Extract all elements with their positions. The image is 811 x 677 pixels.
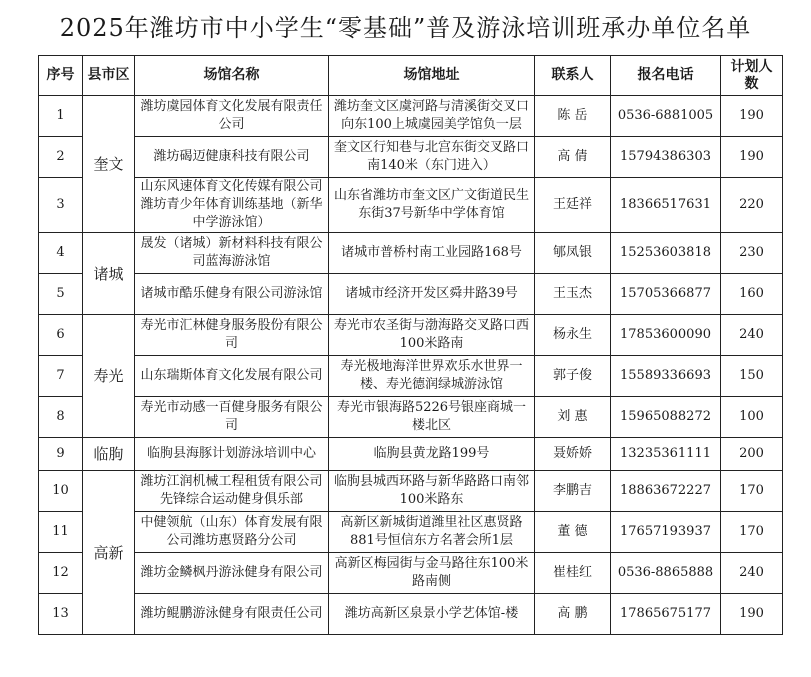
venue-address: 寿光市农圣街与渤海路交叉路口西100米路南 [329, 315, 535, 356]
district-cell: 临朐 [83, 438, 135, 471]
header-phone: 报名电话 [611, 56, 721, 96]
venue-name: 潍坊江润机械工程租赁有限公司先锋综合运动健身俱乐部 [135, 471, 329, 512]
row-index: 3 [39, 178, 83, 233]
venue-address: 临朐县黄龙路199号 [329, 438, 535, 471]
row-index: 11 [39, 512, 83, 553]
venue-address: 临朐县城西环路与新华路路口南邻100米路东 [329, 471, 535, 512]
header-district: 县市区 [83, 56, 135, 96]
plan-count: 160 [721, 274, 783, 315]
row-index: 6 [39, 315, 83, 356]
district-cell: 诸城 [83, 233, 135, 315]
contact-person: 王玉杰 [535, 274, 611, 315]
plan-count: 190 [721, 96, 783, 137]
table-row [39, 471, 783, 512]
contact-person: 李鹏吉 [535, 471, 611, 512]
phone-number: 15589336693 [611, 356, 721, 397]
contact-person: 郭子俊 [535, 356, 611, 397]
venue-table [38, 55, 783, 635]
venue-name: 寿光市汇林健身服务股份有限公司 [135, 315, 329, 356]
table-row [39, 356, 783, 397]
table-row [39, 594, 783, 635]
contact-person: 崔桂红 [535, 553, 611, 594]
row-index: 10 [39, 471, 83, 512]
row-index: 8 [39, 397, 83, 438]
venue-address: 诸城市经济开发区舜井路39号 [329, 274, 535, 315]
table-row [39, 137, 783, 178]
venue-address: 高新区新城街道潍里社区惠贤路881号恒信东方名著会所1层 [329, 512, 535, 553]
phone-number: 17657193937 [611, 512, 721, 553]
table-row [39, 438, 783, 471]
venue-address: 奎文区行知巷与北宫东街交叉路口南140米（东门进入） [329, 137, 535, 178]
row-index: 1 [39, 96, 83, 137]
venue-name: 中健领航（山东）体育发展有限公司潍坊惠贤路分公司 [135, 512, 329, 553]
table-row [39, 233, 783, 274]
venue-name: 诸城市酷乐健身有限公司游泳馆 [135, 274, 329, 315]
phone-number: 17853600090 [611, 315, 721, 356]
venue-address: 潍坊高新区泉景小学艺体馆-楼 [329, 594, 535, 635]
venue-name: 山东风速体育文化传媒有限公司潍坊青少年体育训练基地（新华中学游泳馆） [135, 178, 329, 233]
header-index: 序号 [39, 56, 83, 96]
row-index: 2 [39, 137, 83, 178]
header-venue-name: 场馆名称 [135, 56, 329, 96]
contact-person: 杨永生 [535, 315, 611, 356]
table-row [39, 96, 783, 137]
plan-count: 170 [721, 512, 783, 553]
row-index: 7 [39, 356, 83, 397]
table-row [39, 512, 783, 553]
venue-name: 潍坊金鳞枫丹游泳健身有限公司 [135, 553, 329, 594]
phone-number: 0536-6881005 [611, 96, 721, 137]
contact-person: 陈 岳 [535, 96, 611, 137]
venue-name: 潍坊碣迈健康科技有限公司 [135, 137, 329, 178]
phone-number: 17865675177 [611, 594, 721, 635]
header-contact: 联系人 [535, 56, 611, 96]
contact-person: 董 德 [535, 512, 611, 553]
venue-name: 寿光市动感一百健身服务有限公司 [135, 397, 329, 438]
venue-address: 寿光市银海路5226号银座商城一楼北区 [329, 397, 535, 438]
row-index: 4 [39, 233, 83, 274]
contact-person: 刘 惠 [535, 397, 611, 438]
phone-number: 0536-8865888 [611, 553, 721, 594]
row-index: 12 [39, 553, 83, 594]
plan-count: 200 [721, 438, 783, 471]
phone-number: 15965088272 [611, 397, 721, 438]
header-venue-address: 场馆地址 [329, 56, 535, 96]
header-plan-count: 计划人数 [721, 56, 783, 96]
venue-name: 临朐县海豚计划游泳培训中心 [135, 438, 329, 471]
plan-count: 190 [721, 137, 783, 178]
plan-count: 170 [721, 471, 783, 512]
plan-count: 240 [721, 315, 783, 356]
plan-count: 240 [721, 553, 783, 594]
venue-address: 诸城市普桥村南工业园路168号 [329, 233, 535, 274]
phone-number: 15253603818 [611, 233, 721, 274]
district-cell: 奎文 [83, 96, 135, 233]
phone-number: 18863672227 [611, 471, 721, 512]
plan-count: 190 [721, 594, 783, 635]
contact-person: 聂娇娇 [535, 438, 611, 471]
contact-person: 高 鹏 [535, 594, 611, 635]
document-title: 2025年潍坊市中小学生“零基础”普及游泳培训班承办单位名单 [59, 14, 752, 42]
contact-person: 王廷祥 [535, 178, 611, 233]
plan-count: 220 [721, 178, 783, 233]
table-row [39, 553, 783, 594]
venue-name: 潍坊鲲鹏游泳健身有限责任公司 [135, 594, 329, 635]
venue-name: 山东瑞斯体育文化发展有限公司 [135, 356, 329, 397]
district-cell: 高新 [83, 471, 135, 635]
table-row [39, 178, 783, 233]
row-index: 5 [39, 274, 83, 315]
contact-person: 郇凤银 [535, 233, 611, 274]
phone-number: 13235361111 [611, 438, 721, 471]
table-row [39, 315, 783, 356]
plan-count: 100 [721, 397, 783, 438]
venue-address: 高新区梅园街与金马路往东100米路南侧 [329, 553, 535, 594]
phone-number: 15794386303 [611, 137, 721, 178]
table-row [39, 397, 783, 438]
phone-number: 15705366877 [611, 274, 721, 315]
row-index: 13 [39, 594, 83, 635]
contact-person: 高 倩 [535, 137, 611, 178]
plan-count: 230 [721, 233, 783, 274]
district-cell: 寿光 [83, 315, 135, 438]
phone-number: 18366517631 [611, 178, 721, 233]
venue-name: 潍坊虞园体育文化发展有限责任公司 [135, 96, 329, 137]
table-row [39, 274, 783, 315]
table-header-row [39, 56, 783, 96]
venue-address: 山东省潍坊市奎文区广文街道民生东街37号新华中学体育馆 [329, 178, 535, 233]
venue-address: 寿光极地海洋世界欢乐水世界一楼、寿光德润绿城游泳馆 [329, 356, 535, 397]
row-index: 9 [39, 438, 83, 471]
venue-address: 潍坊奎文区虞河路与清溪街交叉口向东100上城虞园美学馆负一层 [329, 96, 535, 137]
plan-count: 150 [721, 356, 783, 397]
venue-name: 晟发（诸城）新材料科技有限公司蓝海游泳馆 [135, 233, 329, 274]
